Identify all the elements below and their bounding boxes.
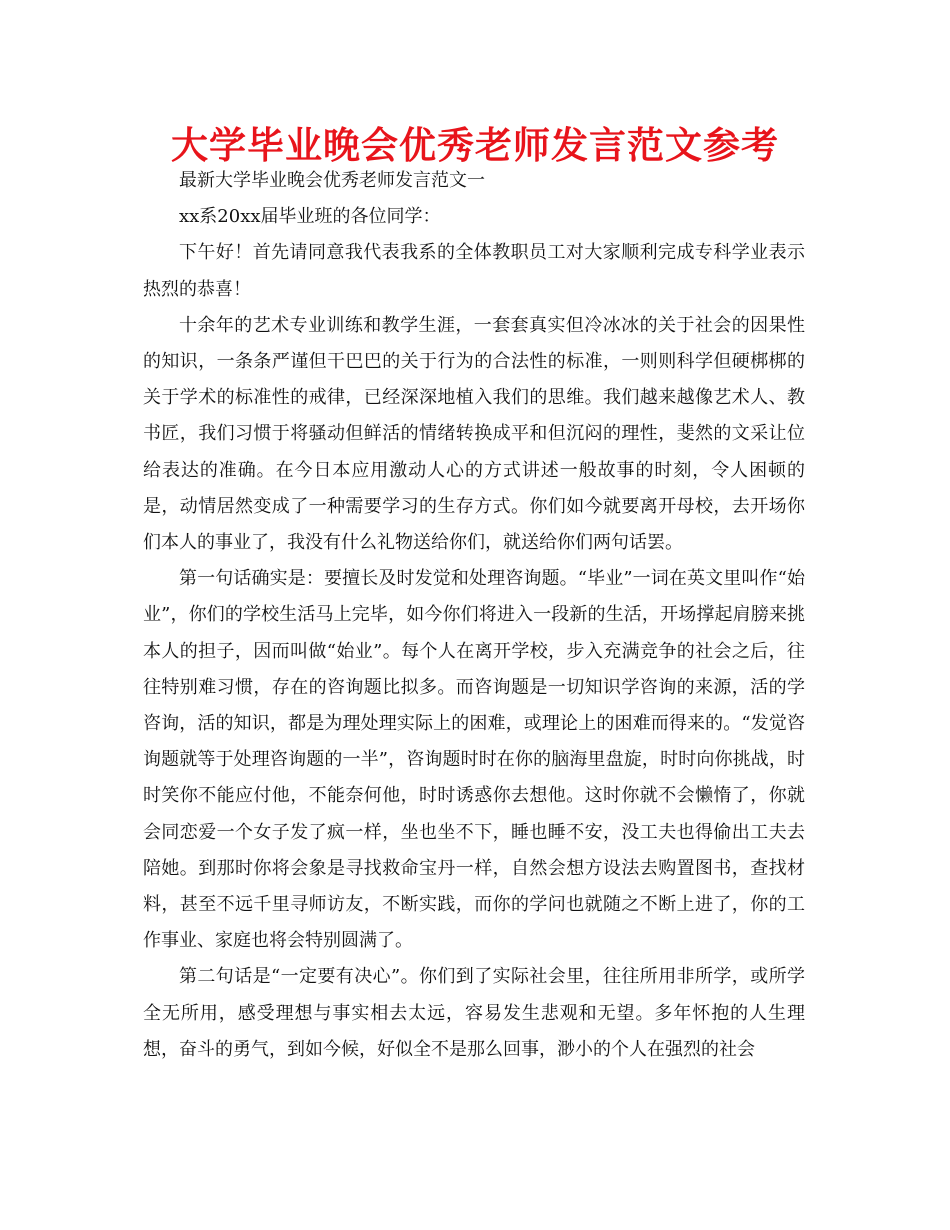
body-paragraph: 十余年的艺术专业训练和教学生涯，一套套真实但冷冰冰的关于社会的因果性的知识，一条条严谨但干巴巴的关于行为的合法性的标准，一则则科学但硬梆梆的关于学术的标准性的戒律，已经深深地植入我们的思维。我们越来越像艺术人、教书匠，我们习惯于将骚动但鲜活的情绪转换成平和但沉闷的理性，斐然的文采让位给表达的准确。在今日本应用激动人心的方式讲述一般故事的时刻，令人困顿的是，动情居然变成了一种需要学习的生存方式。你们如今就要离开母校，去开场你们本人的事业了，我没有什么礼物送给你们，就送给你们两句话罢。 xyxy=(143,314,805,554)
body-paragraph: 下午好！首先请同意我代表我系的全体教职员工对大家顺利完成专科学业表示热烈的恭喜！ xyxy=(143,242,805,300)
document-title: 大学毕业晚会优秀老师发言范文参考 xyxy=(171,124,779,167)
salutation: xx系20xx届毕业班的各位同学： xyxy=(179,206,441,228)
document-body xyxy=(143,163,805,1068)
document-subtitle: 最新大学毕业晚会优秀老师发言范文一 xyxy=(179,170,485,191)
body-paragraph: 第一句话确实是：要擅长及时发觉和处理咨询题。“毕业”一词在英文里叫作“始业”，你们的学校生活马上完毕，如今你们将进入一段新的生活，开场撑起肩膀来挑本人的担子，因而叫做“始业”。每个人在离开学校，步入充满竞争的社会之后，往往特别难习惯，存在的咨询题比拟多。而咨询题是一切知识学咨询的来源，活的学咨询，活的知识，都是为理处理实际上的困难，或理论上的困难而得来的。“发觉咨询题就等于处理咨询题的一半”，咨询题时时在你的脑海里盘旋，时时向你挑战，时时笑你不能应付他，不能奈何他，时时诱惑你去想他。这时你就不会懒惰了，你就会同恋爱一个女子发了疯一样，坐也坐不下，睡也睡不安，没工夫也得偷出工夫去陪她。到那时你将会象是寻找救命宝丹一样，自然会想方设法去购置图书，查找材料，甚至不远千里寻师访友，不断实践，而你的学问也就随之不断上进了，你的工作事业、家庭也将会特别圆满了。 xyxy=(143,568,805,952)
body-paragraph: 第二句话是“一定要有决心”。你们到了实际社会里，往往所用非所学，或所学全无所用，感受理想与事实相去太远，容易发生悲观和无望。多年怀抱的人生理想，奋斗的勇气，到如今候，好似全不是那么回事，渺小的个人在强烈的社会 xyxy=(143,966,805,1060)
